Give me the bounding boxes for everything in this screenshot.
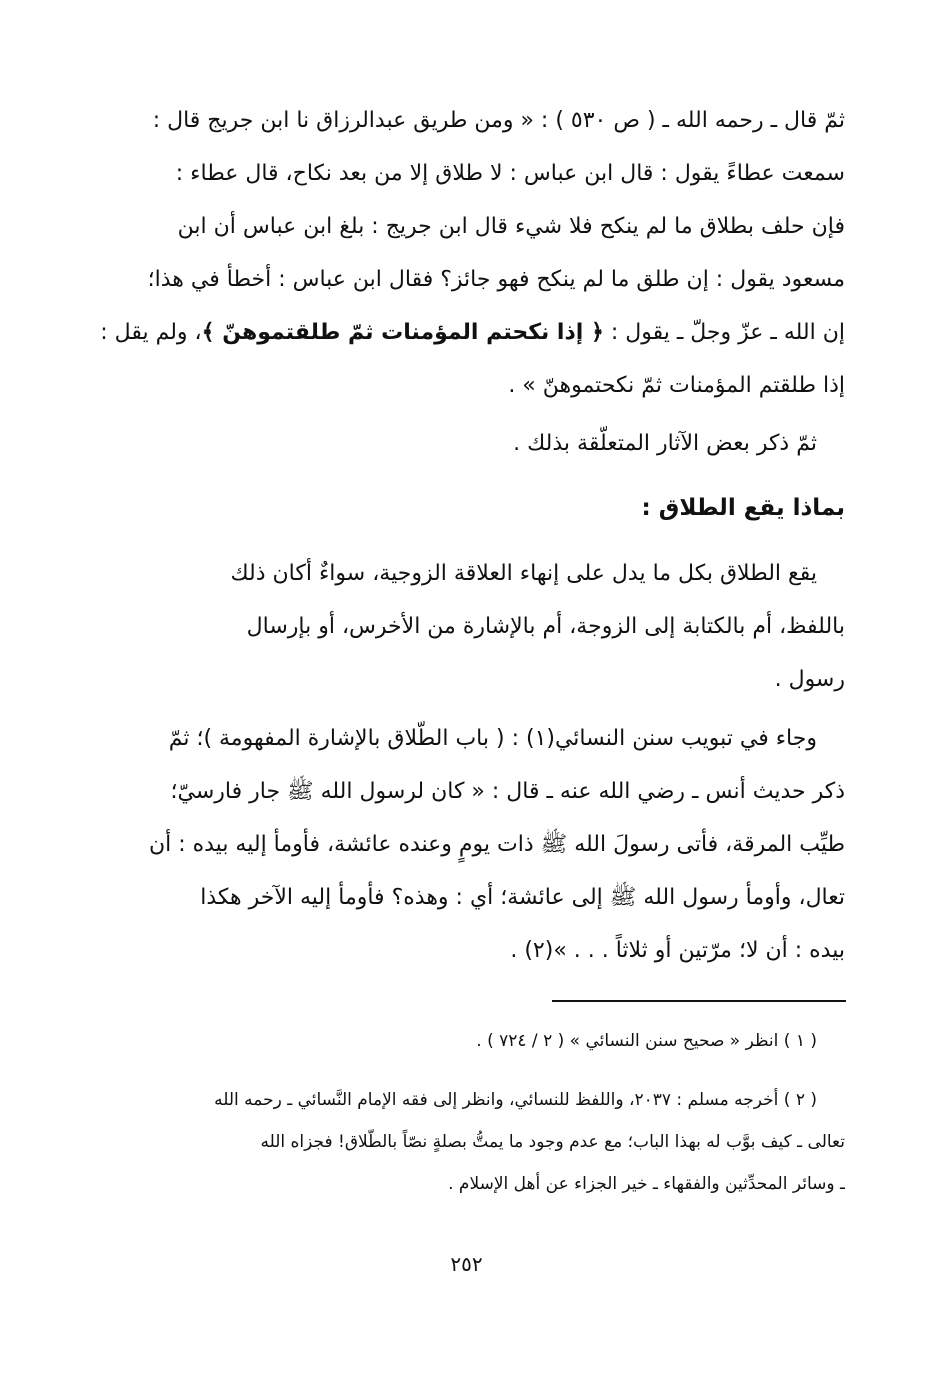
footnote-divider — [552, 1000, 846, 1002]
footnote-1 — [87, 1020, 845, 1062]
text-line: رسول . — [774, 667, 845, 692]
footnote-line: ( ١ ) انظر « صحيح سنن النسائي » ( ٢ / ٧٢٤ ) . — [476, 1031, 817, 1051]
paragraph-athar — [59, 417, 845, 470]
text-line: إذا طلقتم المؤمنات ثمّ نكحتموهنّ » . — [508, 373, 845, 398]
text-line: تعال، وأومأ رسول الله ﷺ إلى عائشة؛ أي : وهذه؟ فأومأ إليه الآخر هكذا — [200, 885, 845, 910]
text-line: فإن حلف بطلاق ما لم ينكح فلا شيء قال ابن جريج : بلغ ابن عباس أن ابن — [177, 214, 845, 239]
text-line: بيده : أن لا؛ مرّتين أو ثلاثاً . . . »(٢) . — [510, 938, 845, 963]
quran-verse: ﴿ إذا نكحتم المؤمنات ثمّ طلقتموهنّ ﴾ — [201, 320, 604, 345]
section-heading: بماذا يقع الطلاق : — [641, 495, 845, 521]
footnote-line: ( ٢ ) أخرجه مسلم : ٢٠٣٧، واللفظ للنسائي، وانظر إلى فقه الإمام النَّسائي ـ رحمه الله — [214, 1090, 817, 1110]
text-line: باللفظ، أم بالكتابة إلى الزوجة، أم بالإشارة من الأخرس، أو بإرسال — [246, 614, 845, 639]
text-line: ذكر حديث أنس ـ رضي الله عنه ـ قال : « كان لرسول الله ﷺ جار فارسيّ؛ — [170, 779, 845, 804]
paragraph-ibn-abbas-narration — [87, 94, 845, 412]
text-line: وجاء في تبويب سنن النسائي(١) : ( باب الطّلاق بالإشارة المفهومة )؛ ثمّ — [168, 726, 817, 751]
text-line: مسعود يقول : إن طلق ما لم ينكح فهو جائز؟ فقال ابن عباس : أخطأ في هذا؛ — [147, 267, 845, 292]
text-line: ثمّ قال ـ رحمه الله ـ ( ص ٥٣٠ ) : « ومن طريق عبدالرزاق نا ابن جريج قال : — [152, 108, 845, 133]
paragraph-nasai-hadith — [87, 712, 845, 977]
footnote-2 — [87, 1079, 845, 1205]
text-segment: ، ولم يقل : — [100, 320, 202, 345]
text-line: طيِّب المرقة، فأتى رسولَ الله ﷺ ذات يومٍ وعنده عائشة، فأومأ إليه بيده : أن — [148, 832, 845, 857]
text-line: ثمّ ذكر بعض الآثار المتعلّقة بذلك . — [513, 431, 817, 456]
footnote-line: ـ وسائر المحدِّثين والفقهاء ـ خير الجزاء عن أهل الإسلام . — [448, 1174, 845, 1194]
text-line: سمعت عطاءً يقول : قال ابن عباس : لا طلاق إلا من بعد نكاح، قال عطاء : — [175, 161, 845, 186]
footnote-line: تعالى ـ كيف بوَّب له بهذا الباب؛ مع عدم وجود ما يمتُّ بصلةٍ نصّاً بالطّلاق! فجزاه الله — [260, 1132, 845, 1152]
page-number: ٢٥٢ — [450, 1252, 483, 1276]
text-line-with-quran-verse — [87, 306, 845, 359]
paragraph-talaq-means — [87, 547, 845, 706]
text-line: يقع الطلاق بكل ما يدل على إنهاء العلاقة الزوجية، سواءٌ أكان ذلك — [230, 561, 817, 586]
text-segment: إن الله ـ عزّ وجلّ ـ يقول : — [603, 320, 845, 345]
